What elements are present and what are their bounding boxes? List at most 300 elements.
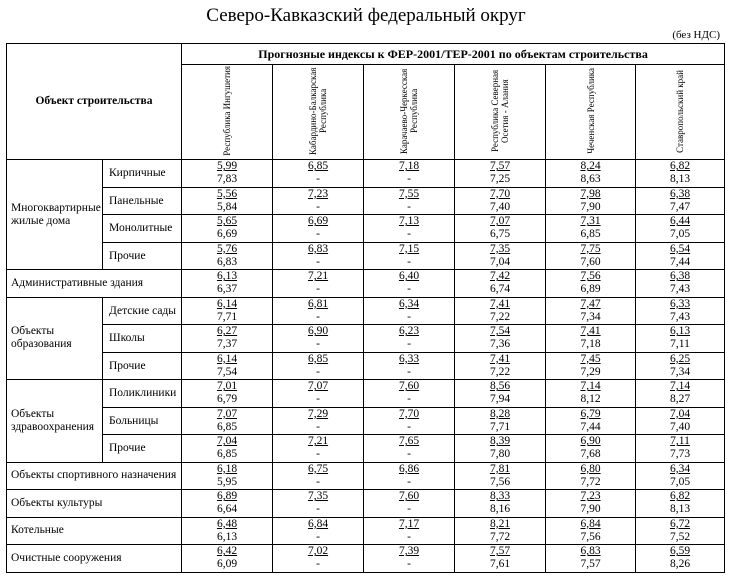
index-value-bottom: 7,80 (489, 448, 511, 461)
index-value-top: 6,42 (216, 545, 238, 558)
index-value-bottom: - (407, 503, 411, 516)
index-cell (182, 462, 273, 490)
object-subtype: Школы (103, 325, 182, 353)
header-region (546, 65, 636, 160)
index-value-top: 7,02 (307, 545, 329, 558)
table-row (7, 270, 725, 298)
index-cell (636, 490, 725, 518)
index-value-top: 7,07 (307, 380, 329, 393)
index-cell (273, 187, 364, 215)
index-value-bottom: - (316, 393, 320, 406)
header-region (273, 65, 364, 160)
index-value-top: 6,83 (580, 545, 601, 558)
index-value-bottom: - (407, 228, 411, 241)
index-cell (182, 517, 273, 545)
index-value-top: 5,65 (216, 215, 238, 228)
index-cell (636, 352, 725, 380)
index-value-top: 7,54 (489, 325, 511, 338)
index-value-top: 7,42 (489, 270, 511, 283)
index-value-bottom: - (407, 200, 411, 213)
index-value-top: 6,82 (669, 160, 691, 173)
index-value-top: 7,57 (489, 160, 511, 173)
index-value-top: 7,15 (398, 242, 420, 255)
index-value-bottom: 8,13 (669, 173, 691, 186)
index-cell (182, 380, 273, 408)
index-cell (273, 160, 364, 188)
index-value-bottom: - (316, 310, 320, 323)
index-value-bottom: 7,90 (580, 200, 601, 213)
index-cell (182, 352, 273, 380)
index-value-top: 7,60 (398, 380, 420, 393)
index-cell (455, 380, 546, 408)
index-cell (636, 270, 725, 298)
index-value-bottom: 7,54 (216, 365, 238, 378)
index-cell (182, 407, 273, 435)
index-cell (364, 352, 455, 380)
index-value-bottom: 6,64 (216, 503, 238, 516)
region-label: Кабардино-Балкарская Республика (308, 67, 329, 155)
index-value-top: 6,33 (398, 352, 420, 365)
index-cell (455, 462, 546, 490)
index-value-bottom: 7,71 (216, 310, 238, 323)
index-value-top: 6,38 (669, 270, 691, 283)
index-cell (636, 325, 725, 353)
index-value-top: 6,85 (307, 352, 329, 365)
index-value-top: 7,56 (580, 270, 601, 283)
region-label: Республика Ингушетия (222, 66, 233, 156)
index-value-bottom: 7,43 (669, 310, 691, 323)
index-value-top: 7,41 (489, 297, 511, 310)
index-value-bottom: 7,22 (489, 365, 511, 378)
index-value-top: 7,07 (216, 407, 238, 420)
index-value-top: 7,23 (580, 490, 601, 503)
index-cell (546, 380, 636, 408)
index-cell (182, 297, 273, 325)
index-value-top: 6,79 (580, 407, 601, 420)
index-value-bottom: 7,73 (669, 448, 691, 461)
index-value-top: 8,21 (489, 517, 511, 530)
index-cell (182, 490, 273, 518)
index-value-top: 8,24 (580, 160, 601, 173)
table-row (7, 407, 725, 435)
index-value-bottom: 6,83 (216, 255, 238, 268)
index-value-bottom: 7,04 (489, 255, 511, 268)
index-value-bottom: 7,47 (669, 200, 691, 213)
index-value-bottom: - (407, 558, 411, 571)
index-value-top: 7,70 (489, 187, 511, 200)
index-cell (364, 270, 455, 298)
index-value-bottom: 8,26 (669, 558, 691, 571)
index-value-bottom: - (316, 283, 320, 296)
index-value-top: 8,28 (489, 407, 511, 420)
header-region (636, 65, 725, 160)
index-cell (273, 380, 364, 408)
index-cell (546, 545, 636, 573)
index-value-top: 7,13 (398, 215, 420, 228)
index-cell (546, 325, 636, 353)
index-cell (546, 187, 636, 215)
index-value-top: 6,34 (398, 297, 420, 310)
index-value-top: 6,54 (669, 242, 691, 255)
index-cell (364, 407, 455, 435)
index-cell (364, 545, 455, 573)
index-value-bottom: 7,83 (216, 173, 238, 186)
object-subtype: Больницы (103, 407, 182, 435)
index-cell (273, 490, 364, 518)
index-cell (273, 462, 364, 490)
index-value-top: 6,40 (398, 270, 420, 283)
object-subtype: Детские сады (103, 297, 182, 325)
index-value-bottom: 7,56 (489, 475, 511, 488)
index-cell (636, 160, 725, 188)
index-cell (273, 517, 364, 545)
index-value-top: 7,29 (307, 407, 329, 420)
index-cell (455, 352, 546, 380)
index-cell (455, 187, 546, 215)
object-subtype: Монолитные (103, 215, 182, 243)
header-main: Прогнозные индексы к ФЕР-2001/ТЕР-2001 по объектам строительства (182, 44, 725, 65)
index-value-top: 7,41 (580, 325, 601, 338)
index-cell (636, 187, 725, 215)
index-value-top: 7,04 (216, 435, 238, 448)
object-subtype: Прочие (103, 242, 182, 270)
index-value-bottom: 7,34 (580, 310, 601, 323)
table-row (7, 462, 725, 490)
index-cell (546, 462, 636, 490)
index-value-top: 8,56 (489, 380, 511, 393)
index-value-top: 7,01 (216, 380, 238, 393)
index-cell (273, 352, 364, 380)
index-value-bottom: 6,75 (489, 228, 511, 241)
table-row (7, 545, 725, 573)
index-value-bottom: 7,68 (580, 448, 601, 461)
object-category: Административные здания (7, 270, 182, 298)
index-value-bottom: 7,11 (670, 338, 690, 351)
index-cell (182, 545, 273, 573)
table-row (7, 380, 725, 408)
index-value-top: 6,84 (307, 517, 329, 530)
region-label: Карачаево-Черкесская Республика (399, 68, 420, 154)
index-value-bottom: - (316, 558, 320, 571)
index-value-top: 7,23 (307, 187, 329, 200)
object-category: Объекты культуры (7, 490, 182, 518)
index-value-top: 6,75 (307, 462, 329, 475)
index-value-bottom: 7,25 (489, 173, 511, 186)
index-value-top: 7,60 (398, 490, 420, 503)
page-title: Северо-Кавказский федеральный округ (206, 5, 526, 26)
index-value-bottom: - (407, 338, 411, 351)
index-cell (273, 215, 364, 243)
index-cell (636, 435, 725, 463)
index-cell (455, 545, 546, 573)
index-cell (636, 242, 725, 270)
index-cell (182, 160, 273, 188)
index-value-top: 7,31 (580, 215, 601, 228)
index-cell (455, 242, 546, 270)
index-value-top: 6,80 (580, 462, 601, 475)
index-value-bottom: 7,72 (489, 530, 511, 543)
index-value-top: 6,84 (580, 517, 601, 530)
index-value-bottom: 7,56 (580, 530, 601, 543)
index-value-top: 6,25 (669, 352, 691, 365)
index-value-bottom: - (316, 503, 320, 516)
index-cell (273, 325, 364, 353)
index-value-bottom: 6,13 (216, 530, 238, 543)
index-value-bottom: 7,29 (580, 365, 601, 378)
table-row (7, 242, 725, 270)
index-value-top: 7,55 (398, 187, 420, 200)
index-value-top: 7,11 (670, 435, 690, 448)
index-value-top: 6,18 (216, 462, 238, 475)
index-cell (182, 215, 273, 243)
index-value-bottom: 5,95 (216, 475, 238, 488)
index-value-bottom: - (316, 365, 320, 378)
object-category: Очистные сооружения (7, 545, 182, 573)
index-value-top: 7,39 (398, 545, 420, 558)
index-value-top: 6,33 (669, 297, 691, 310)
index-value-bottom: 6,85 (216, 420, 238, 433)
index-value-bottom: 8,27 (669, 393, 691, 406)
index-value-top: 6,72 (669, 517, 691, 530)
index-cell (636, 407, 725, 435)
index-table (6, 43, 725, 573)
object-subtype: Поликлиники (103, 380, 182, 408)
index-cell (455, 407, 546, 435)
index-value-bottom: 7,94 (489, 393, 511, 406)
index-cell (364, 297, 455, 325)
index-value-top: 6,27 (216, 325, 238, 338)
index-cell (455, 490, 546, 518)
index-value-bottom: 6,69 (216, 228, 238, 241)
index-value-bottom: - (407, 448, 411, 461)
region-label: Ставропольский край (675, 69, 686, 153)
index-value-top: 5,56 (216, 187, 238, 200)
index-cell (455, 517, 546, 545)
table-row (7, 352, 725, 380)
index-cell (636, 297, 725, 325)
index-cell (636, 380, 725, 408)
header-object: Объект строительства (7, 44, 182, 160)
object-category: Объекты здравоохранения (7, 380, 103, 463)
index-cell (364, 325, 455, 353)
index-cell (546, 517, 636, 545)
object-subtype: Кирпичные (103, 160, 182, 188)
index-value-top: 7,98 (580, 187, 601, 200)
index-cell (455, 270, 546, 298)
index-value-bottom: - (316, 228, 320, 241)
table-row (7, 297, 725, 325)
index-value-bottom: 7,44 (669, 255, 691, 268)
index-value-bottom: 7,22 (489, 310, 511, 323)
index-value-top: 5,99 (216, 160, 238, 173)
index-value-top: 6,82 (669, 490, 691, 503)
index-value-top: 7,47 (580, 297, 601, 310)
index-value-bottom: 7,44 (580, 420, 601, 433)
index-value-top: 6,34 (669, 462, 691, 475)
index-value-bottom: 8,12 (580, 393, 601, 406)
index-value-top: 7,21 (307, 270, 329, 283)
object-category: Объекты спортивного назначения (7, 462, 182, 490)
index-value-top: 6,81 (307, 297, 329, 310)
index-value-top: 6,59 (669, 545, 691, 558)
index-cell (273, 242, 364, 270)
region-label: Республика Северная Осетия - Алания (490, 69, 511, 153)
table-row (7, 215, 725, 243)
index-cell (546, 490, 636, 518)
index-value-top: 6,90 (580, 435, 601, 448)
index-value-bottom: 5,84 (216, 200, 238, 213)
object-subtype: Прочие (103, 352, 182, 380)
index-value-top: 7,57 (489, 545, 511, 558)
index-value-top: 6,48 (216, 517, 238, 530)
index-cell (455, 297, 546, 325)
index-value-bottom: 8,16 (489, 503, 511, 516)
index-value-top: 8,33 (489, 490, 511, 503)
table-row (7, 325, 725, 353)
index-value-top: 7,41 (489, 352, 511, 365)
index-value-top: 5,76 (216, 242, 238, 255)
index-cell (636, 462, 725, 490)
index-value-bottom: - (407, 475, 411, 488)
index-value-top: 7,35 (489, 242, 511, 255)
index-value-top: 6,13 (216, 270, 238, 283)
index-value-top: 6,86 (398, 462, 420, 475)
index-value-top: 7,18 (398, 160, 420, 173)
index-value-bottom: - (316, 173, 320, 186)
index-value-top: 6,23 (398, 325, 420, 338)
index-value-bottom: - (407, 393, 411, 406)
index-cell (546, 215, 636, 243)
index-value-top: 7,81 (489, 462, 511, 475)
index-cell (182, 242, 273, 270)
index-value-top: 6,38 (669, 187, 691, 200)
index-value-bottom: 7,40 (669, 420, 691, 433)
index-value-bottom: - (407, 365, 411, 378)
header-region (182, 65, 273, 160)
index-cell (455, 215, 546, 243)
index-value-top: 7,21 (307, 435, 329, 448)
index-cell (364, 490, 455, 518)
index-value-bottom: 7,37 (216, 338, 238, 351)
index-value-bottom: - (407, 420, 411, 433)
index-value-top: 6,90 (307, 325, 329, 338)
index-value-top: 6,89 (216, 490, 238, 503)
index-cell (364, 517, 455, 545)
index-value-bottom: 6,85 (216, 448, 238, 461)
index-value-bottom: - (316, 448, 320, 461)
index-value-bottom: 6,74 (489, 283, 511, 296)
index-cell (546, 407, 636, 435)
index-value-bottom: - (316, 338, 320, 351)
index-value-top: 6,14 (216, 352, 238, 365)
index-value-bottom: 7,57 (580, 558, 601, 571)
index-value-bottom: - (316, 530, 320, 543)
table-row (7, 517, 725, 545)
index-value-top: 6,83 (307, 242, 329, 255)
header-region (455, 65, 546, 160)
index-value-top: 7,35 (307, 490, 329, 503)
index-value-bottom: - (407, 310, 411, 323)
index-cell (455, 435, 546, 463)
index-value-top: 7,45 (580, 352, 601, 365)
index-cell (273, 407, 364, 435)
index-value-top: 7,07 (489, 215, 511, 228)
index-cell (546, 435, 636, 463)
index-value-bottom: 7,34 (669, 365, 691, 378)
index-value-top: 7,04 (669, 407, 691, 420)
index-value-bottom: - (407, 530, 411, 543)
index-value-top: 7,14 (580, 380, 601, 393)
index-cell (455, 160, 546, 188)
index-value-bottom: 7,61 (489, 558, 511, 571)
object-category: Котельные (7, 517, 182, 545)
index-cell (546, 270, 636, 298)
index-value-bottom: 8,63 (580, 173, 601, 186)
object-subtype: Прочие (103, 435, 182, 463)
index-value-bottom: 7,71 (489, 420, 511, 433)
index-value-bottom: - (407, 255, 411, 268)
index-value-top: 8,39 (489, 435, 511, 448)
index-value-bottom: - (316, 255, 320, 268)
table-row (7, 435, 725, 463)
index-cell (273, 545, 364, 573)
index-value-bottom: 6,09 (216, 558, 238, 571)
index-value-bottom: 8,13 (669, 503, 691, 516)
index-cell (182, 270, 273, 298)
index-value-top: 7,70 (398, 407, 420, 420)
object-category: Многоквартирные жилые дома (7, 160, 103, 270)
index-cell (546, 242, 636, 270)
index-value-bottom: - (316, 420, 320, 433)
index-value-bottom: 7,36 (489, 338, 511, 351)
index-cell (182, 325, 273, 353)
index-value-top: 6,14 (216, 297, 238, 310)
index-value-bottom: 7,18 (580, 338, 601, 351)
index-value-bottom: 6,79 (216, 393, 238, 406)
index-value-top: 6,85 (307, 160, 329, 173)
index-value-top: 6,69 (307, 215, 329, 228)
index-value-bottom: 7,05 (669, 228, 691, 241)
index-value-bottom: 7,05 (669, 475, 691, 488)
vat-note: (без НДС) (672, 29, 720, 41)
table-row (7, 160, 725, 188)
index-cell (364, 187, 455, 215)
table-row (7, 490, 725, 518)
index-value-bottom: - (316, 475, 320, 488)
index-value-bottom: 6,37 (216, 283, 238, 296)
index-cell (455, 325, 546, 353)
index-value-top: 7,75 (580, 242, 601, 255)
index-cell (364, 435, 455, 463)
index-cell (546, 352, 636, 380)
index-cell (273, 297, 364, 325)
index-cell (182, 187, 273, 215)
index-cell (364, 380, 455, 408)
index-value-top: 6,44 (669, 215, 691, 228)
index-value-bottom: 6,89 (580, 283, 601, 296)
index-cell (273, 270, 364, 298)
index-value-bottom: - (407, 283, 411, 296)
index-cell (182, 435, 273, 463)
index-cell (546, 297, 636, 325)
index-cell (636, 215, 725, 243)
index-cell (636, 545, 725, 573)
header-region (364, 65, 455, 160)
index-cell (364, 242, 455, 270)
index-cell (546, 160, 636, 188)
region-label: Чеченская Республика (585, 68, 596, 154)
index-value-bottom: 7,40 (489, 200, 511, 213)
